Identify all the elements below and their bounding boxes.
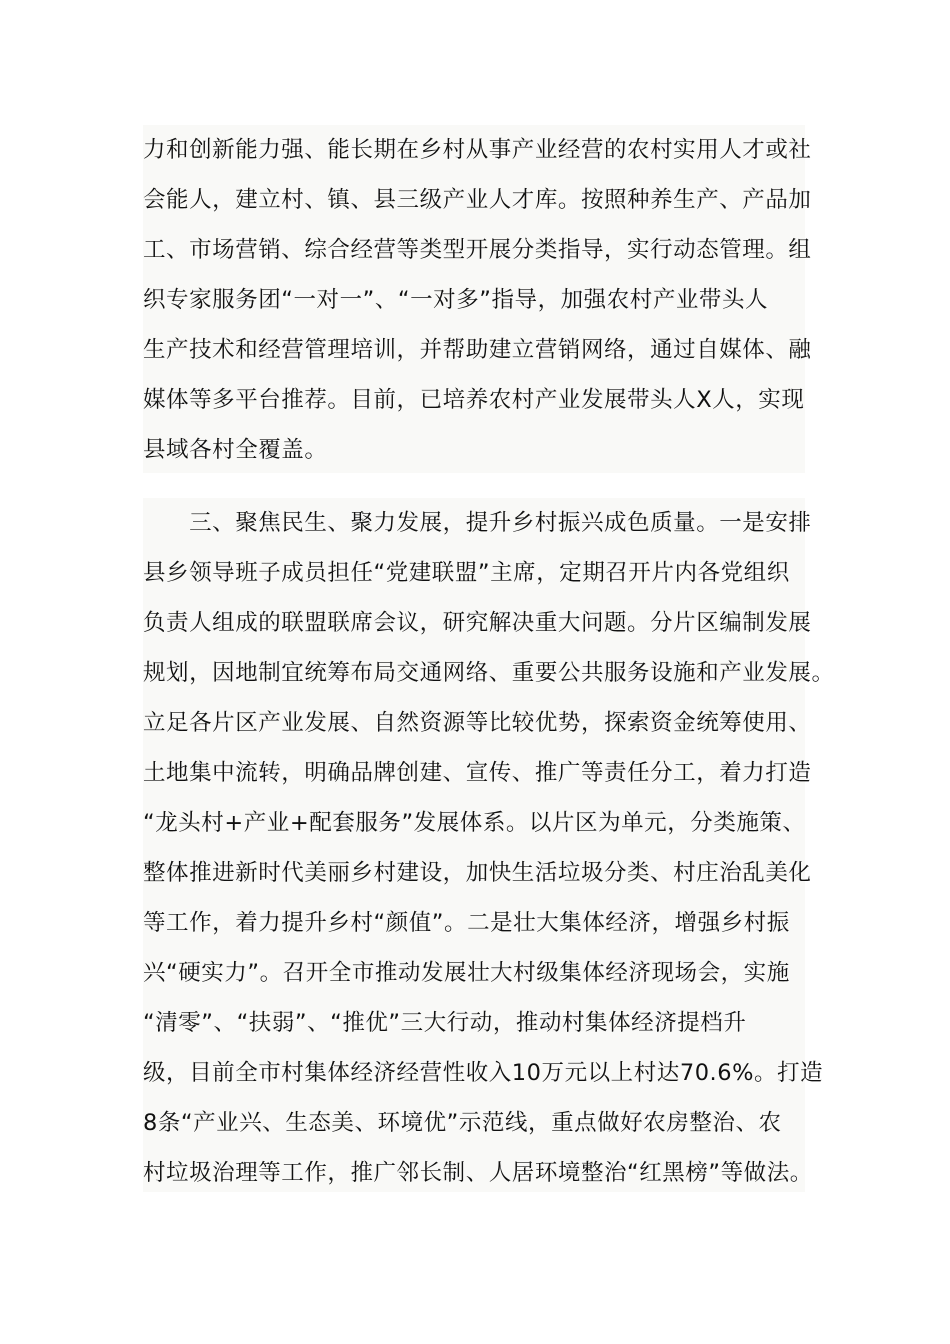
text-line: 8条“产业兴、生态美、环境优”示范线，重点做好农房整治、农 [143,1110,782,1136]
text-line: “龙头村+产业+配套服务”发展体系。以片区为单元，分类施策、 [143,810,806,836]
text-line: 负责人组成的联盟联席会议，研究解决重大问题。分片区编制发展 [143,610,812,636]
text-line: 等工作，着力提升乡村“颜值”。二是壮大集体经济，增强乡村振 [143,910,790,936]
text-line: 织专家服务团“一对一”、“一对多”指导，加强农村产业带头人 [143,287,769,313]
text-line: 兴“硬实力”。召开全市推动发展壮大村级集体经济现场会，实施 [143,960,790,986]
text-line: “清零”、“扶弱”、“推优”三大行动，推动村集体经济提档升 [143,1010,747,1036]
text-line: 规划，因地制宜统筹布局交通网络、重要公共服务设施和产业发展。 [143,660,835,686]
text-line: 力和创新能力强、能长期在乡村从事产业经营的农村实用人才或社 [143,137,812,163]
text-line: 整体推进新时代美丽乡村建设，加快生活垃圾分类、村庄治乱美化 [143,860,812,886]
text-line: 媒体等多平台推荐。目前，已培养农村产业发展带头人X人，实现 [143,387,805,413]
text-line: 县域各村全覆盖。 [143,437,328,463]
text-line: 会能人，建立村、镇、县三级产业人才库。按照种养生产、产品加 [143,187,812,213]
paragraph-continued [143,125,812,473]
text-line: 生产技术和经营管理培训，并帮助建立营销网络，通过自媒体、融 [143,337,812,363]
text-line: 县乡领导班子成员担任“党建联盟”主席，定期召开片内各党组织 [143,560,790,586]
text-line: 土地集中流转，明确品牌创建、宣传、推广等责任分工，着力打造 [143,760,812,786]
text-line: 工、市场营销、综合经营等类型开展分类指导，实行动态管理。组 [143,237,812,263]
text-line: 级，目前全市村集体经济经营性收入10万元以上村达70.6%。打造 [143,1060,824,1086]
text-line: 村垃圾治理等工作，推广邻长制、人居环境整治“红黑榜”等做法。 [143,1160,813,1186]
text-line: 三、聚焦民生、聚力发展，提升乡村振兴成色质量。一是安排 [143,510,812,536]
paragraph-section-three [143,498,835,1192]
text-line: 立足各片区产业发展、自然资源等比较优势，探索资金统筹使用、 [143,710,812,736]
